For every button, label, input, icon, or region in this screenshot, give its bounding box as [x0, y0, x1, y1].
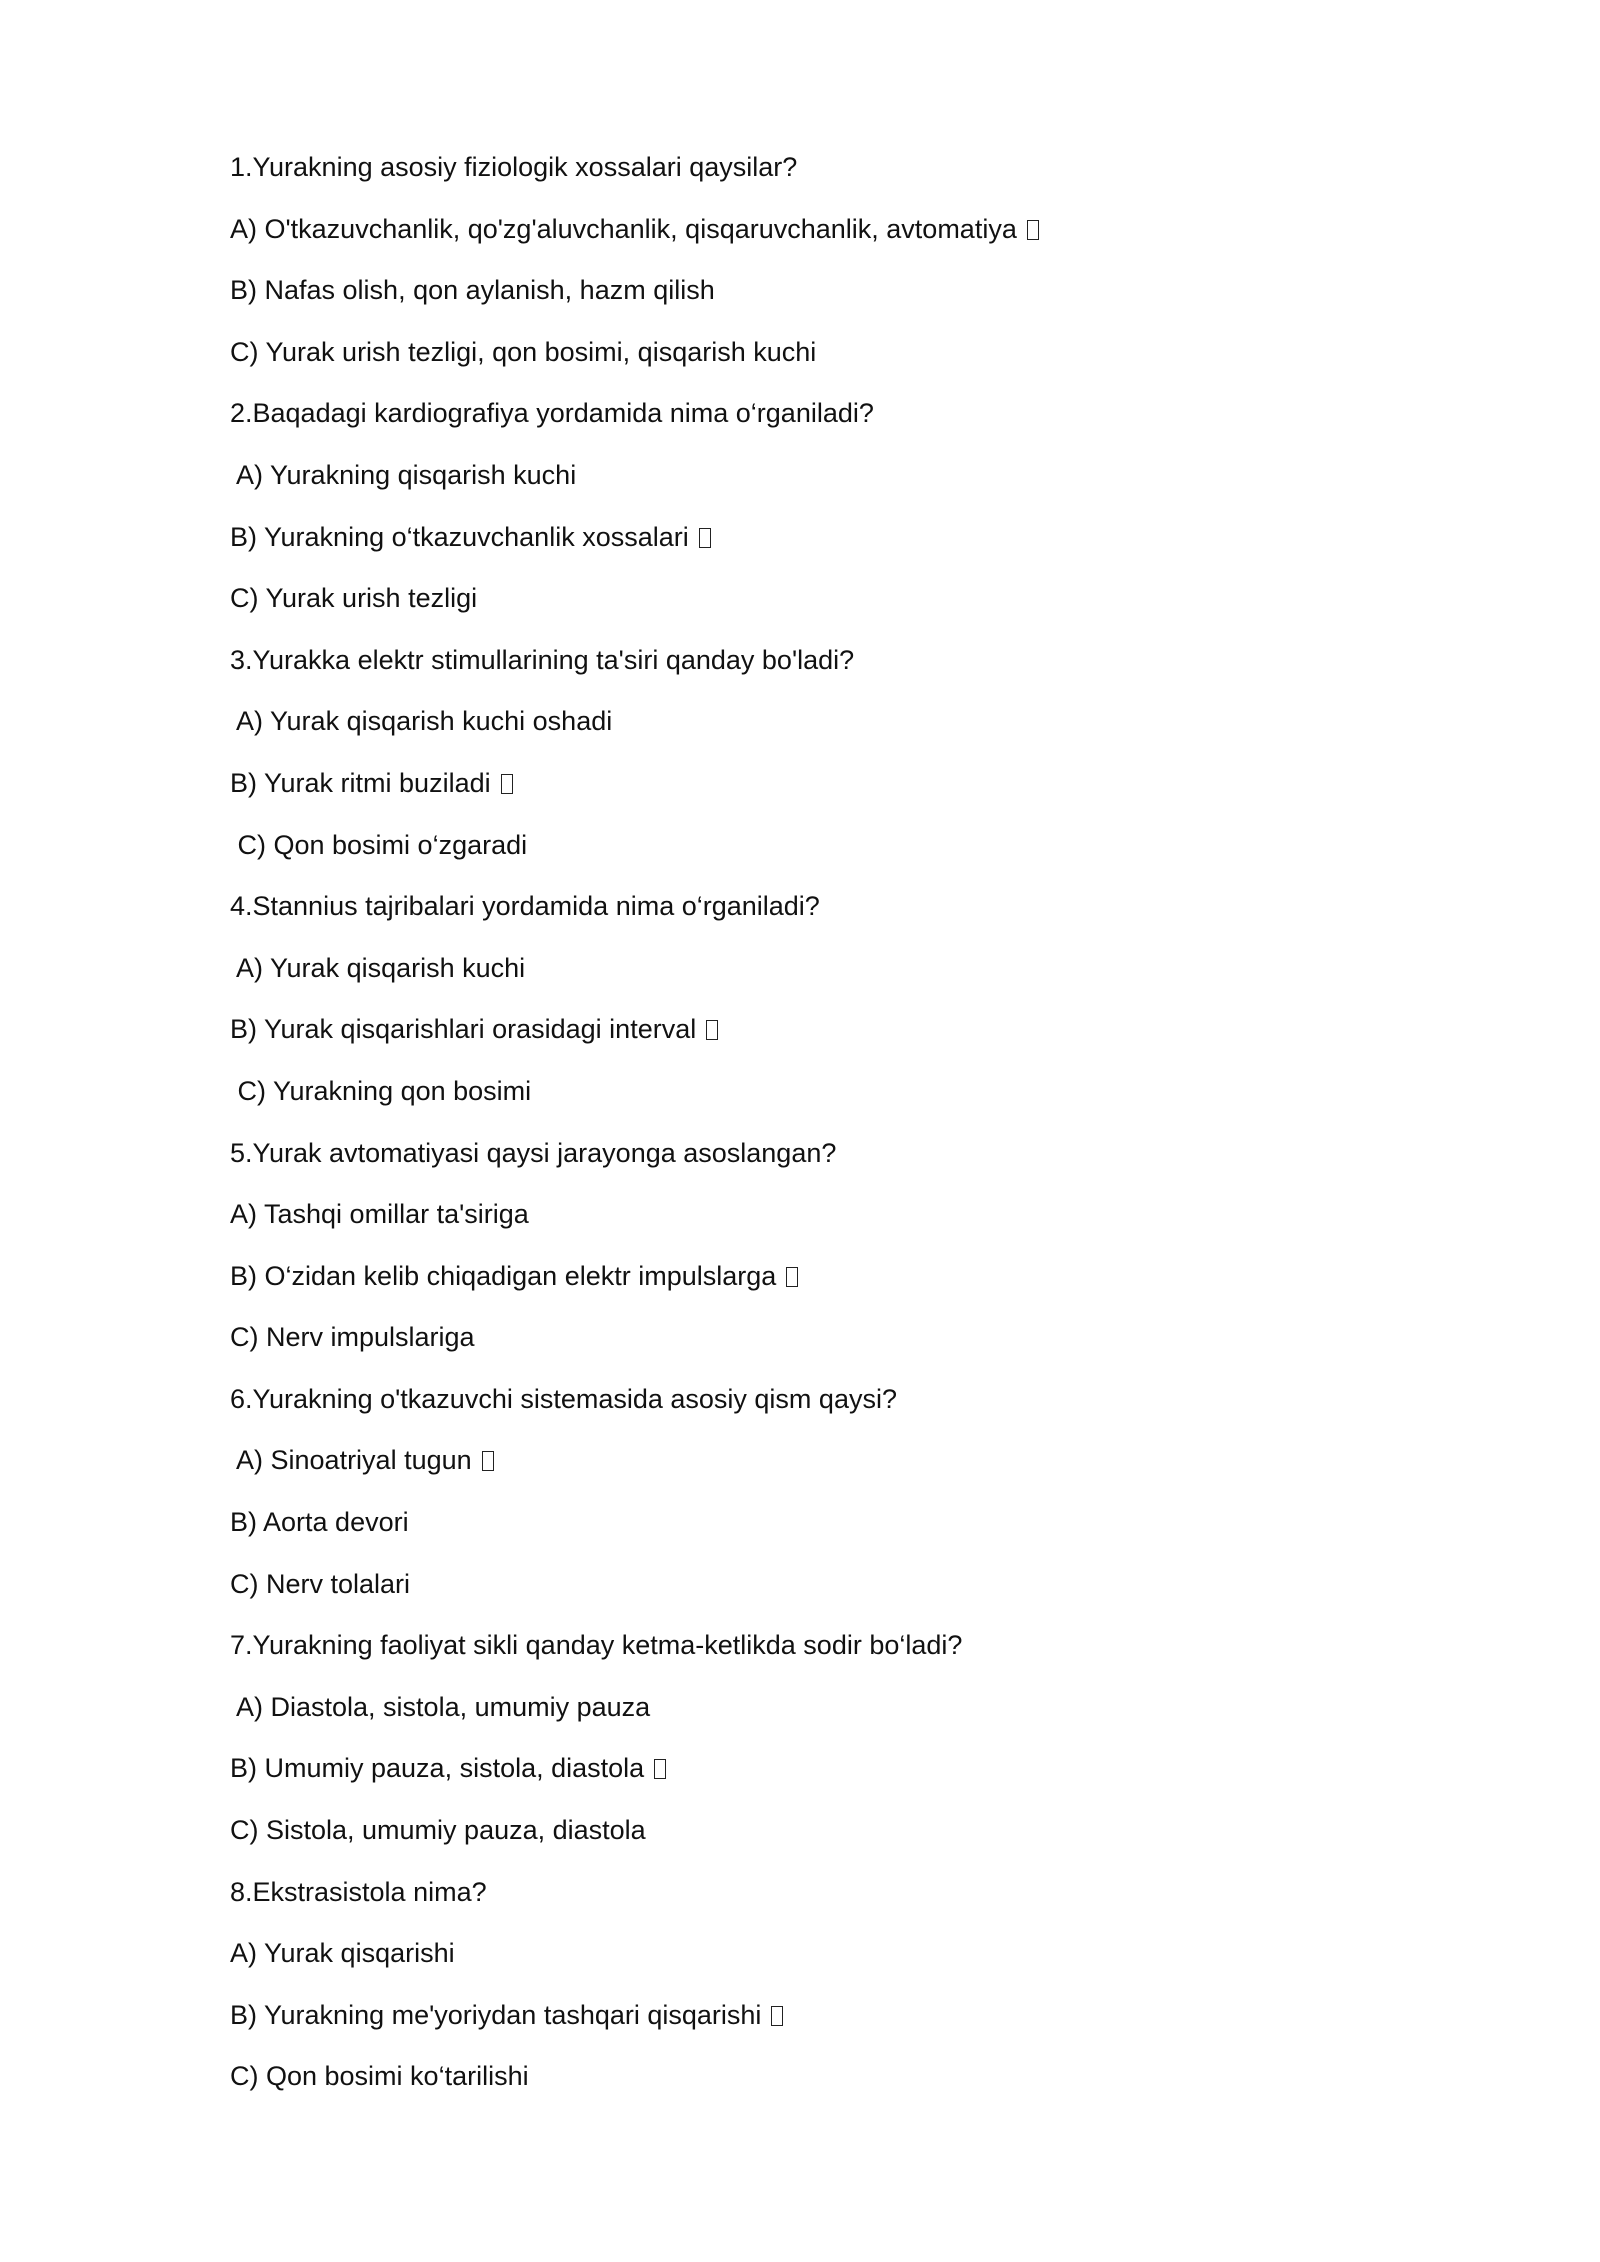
- option-8a: A) Yurak qisqarishi: [230, 1938, 455, 1969]
- option-4c: C) Yurakning qon bosimi: [230, 1075, 532, 1106]
- question-6: 6.Yurakning o'tkazuvchi sistemasida asosiy qism qaysi?: [230, 1383, 897, 1414]
- question-2: 2.Baqadagi kardiografiya yordamida nima o‘rganiladi?: [230, 398, 874, 429]
- option-6c: C) Nerv tolalari: [230, 1568, 411, 1599]
- correct-mark-icon: [1027, 220, 1039, 240]
- option-5b: B) O‘zidan kelib chiqadigan elektr impulslarga: [230, 1259, 1430, 1293]
- correct-mark-icon: [699, 528, 711, 548]
- option-8c: C) Qon bosimi ko‘tarilishi: [230, 2061, 529, 2092]
- option-2a: A) Yurakning qisqarish kuchi: [230, 459, 577, 490]
- question-7: 7.Yurakning faoliyat sikli qanday ketma-ketlikda sodir bo‘ladi?: [230, 1630, 963, 1661]
- correct-mark-icon: [482, 1451, 494, 1471]
- document-page: [230, 150, 1430, 2121]
- option-3b: B) Yurak ritmi buziladi: [230, 766, 1430, 800]
- option-7a: A) Diastola, sistola, umumiy pauza: [230, 1691, 651, 1722]
- question-5: 5.Yurak avtomatiyasi qaysi jarayonga asoslangan?: [230, 1137, 837, 1168]
- option-4b: B) Yurak qisqarishlari orasidagi interval: [230, 1012, 1430, 1046]
- correct-mark-icon: [654, 1759, 666, 1779]
- option-2b: B) Yurakning o‘tkazuvchanlik xossalari: [230, 520, 1430, 554]
- question-1: 1.Yurakning asosiy fiziologik xossalari qaysilar?: [230, 152, 798, 182]
- question-8: 8.Ekstrasistola nima?: [230, 1876, 487, 1907]
- option-7b: B) Umumiy pauza, sistola, diastola: [230, 1751, 1430, 1785]
- correct-mark-icon: [501, 774, 513, 794]
- option-3a: A) Yurak qisqarish kuchi oshadi: [230, 706, 613, 737]
- option-7c: C) Sistola, umumiy pauza, diastola: [230, 1815, 646, 1846]
- option-8b: B) Yurakning me'yoriydan tashqari qisqarishi: [230, 1998, 1430, 2032]
- option-1c: C) Yurak urish tezligi, qon bosimi, qisqarish kuchi: [230, 336, 817, 367]
- option-4a: A) Yurak qisqarish kuchi: [230, 952, 526, 983]
- option-3c: C) Qon bosimi o‘zgaradi: [230, 829, 528, 860]
- correct-mark-icon: [771, 2006, 783, 2026]
- question-4: 4.Stannius tajribalari yordamida nima o‘rganiladi?: [230, 891, 820, 922]
- correct-mark-icon: [706, 1020, 718, 1040]
- option-6a: A) Sinoatriyal tugun: [230, 1443, 1430, 1477]
- option-5c: C) Nerv impulslariga: [230, 1322, 475, 1353]
- option-2c: C) Yurak urish tezligi: [230, 583, 478, 614]
- option-1b: B) Nafas olish, qon aylanish, hazm qilish: [230, 275, 715, 306]
- question-3: 3.Yurakka elektr stimullarining ta'siri qanday bo'ladi?: [230, 644, 855, 675]
- option-1a: A) O'tkazuvchanlik, qo'zg'aluvchanlik, qisqaruvchanlik, avtomatiya: [230, 212, 1430, 246]
- option-5a: A) Tashqi omillar ta'siriga: [230, 1199, 529, 1230]
- option-6b: B) Aorta devori: [230, 1507, 409, 1538]
- correct-mark-icon: [786, 1267, 798, 1287]
